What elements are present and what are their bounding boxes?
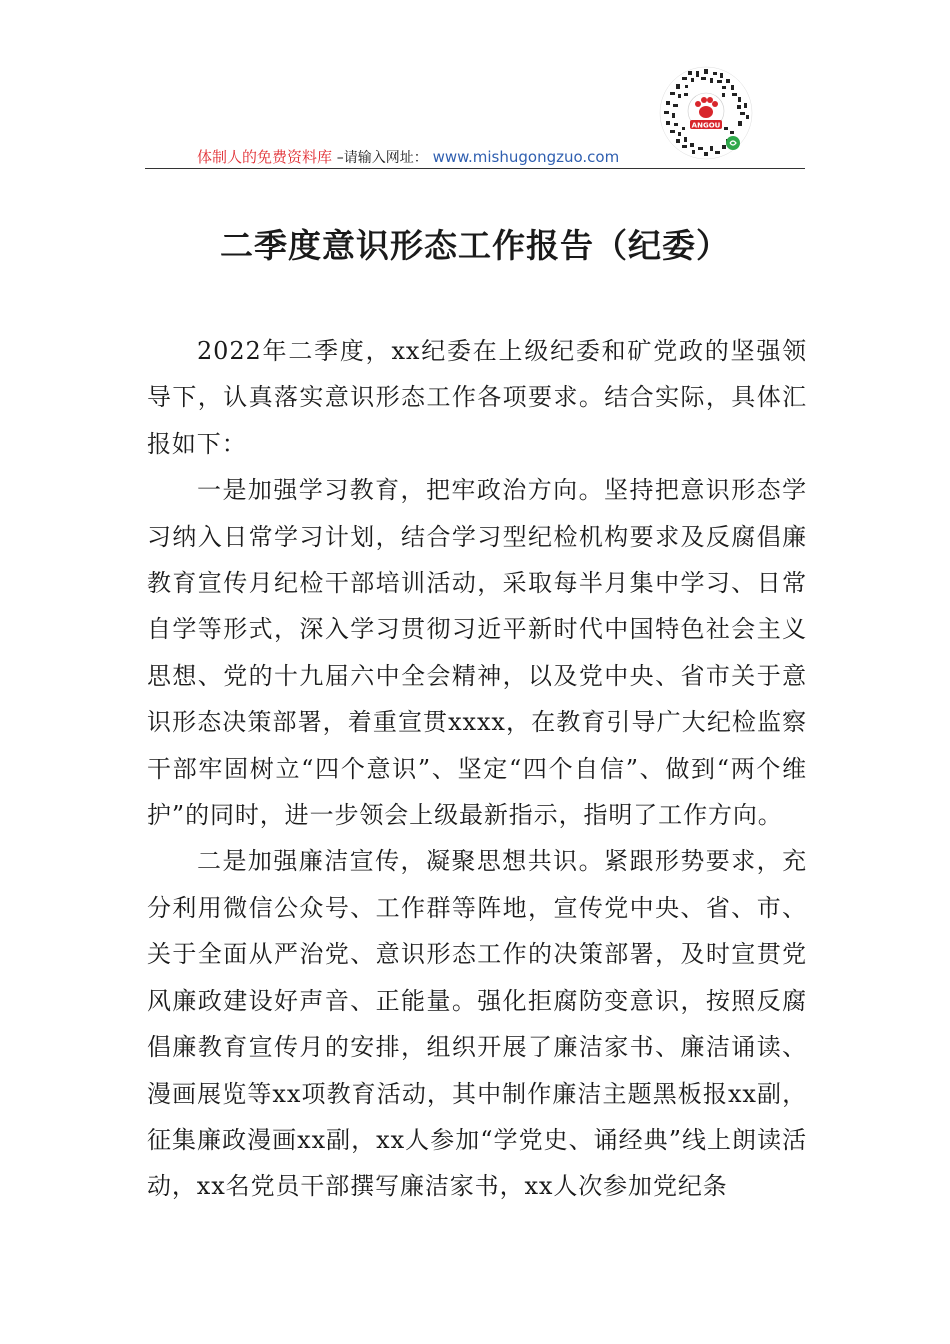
site-label: 体制人的免费资料库 xyxy=(197,148,333,166)
paragraph-study: 一是加强学习教育，把牢政治方向。坚持把意识形态学习纳入日常学习计划，结合学习型纪检机构要求及反腐倡廉教育宣传月纪检干部培训活动，采取每半月集中学习、日常自学等形式，深入学习贯彻习近平新时代中国特色社会主义思想、党的十九届六中全会精神，以及党中央、省市关于意识形态决策部署，着重宣贯xxxx，在教育引导广大纪检监察干部牢固树立“四个意识”、坚定“四个自信”、做到“两个维护”的同时，进一步领会上级最新指示，指明了工作方向。 xyxy=(147,476,807,830)
qr-code-icon xyxy=(658,65,754,161)
svg-text:ANGOU: ANGOU xyxy=(691,121,721,130)
header-divider xyxy=(145,168,805,169)
paragraph-publicity: 二是加强廉洁宣传，凝聚思想共识。紧跟形势要求，充分利用微信公众号、工作群等阵地，宣传党中央、省、市、关于全面从严治党、意识形态工作的决策部署，及时宣贯党风廉政建设好声音、正能量。强化拒腐防变意识，按照反腐倡廉教育宣传月的安排，组织开展了廉洁家书、廉洁诵读、漫画展览等xx项教育活动，其中制作廉洁主题黑板报xx副，征集廉政漫画xx副，xx人参加“学党史、诵经典”线上朗读活动，xx名党员干部撰写廉洁家书，xx人次参加党纪条 xyxy=(147,847,807,1201)
document-body xyxy=(147,328,807,1210)
document-title: 二季度意识形态工作报告（纪委） xyxy=(220,226,730,265)
paragraph-intro: 2022年二季度，xx纪委在上级纪委和矿党政的坚强领导下，认真落实意识形态工作各项要求。结合实际，具体汇报如下： xyxy=(147,337,807,458)
page-header xyxy=(145,60,805,170)
site-url-link[interactable]: www.mishugongzuo.com xyxy=(432,148,620,166)
header-banner xyxy=(197,146,619,167)
url-prompt: –请输入网址： xyxy=(336,150,428,166)
